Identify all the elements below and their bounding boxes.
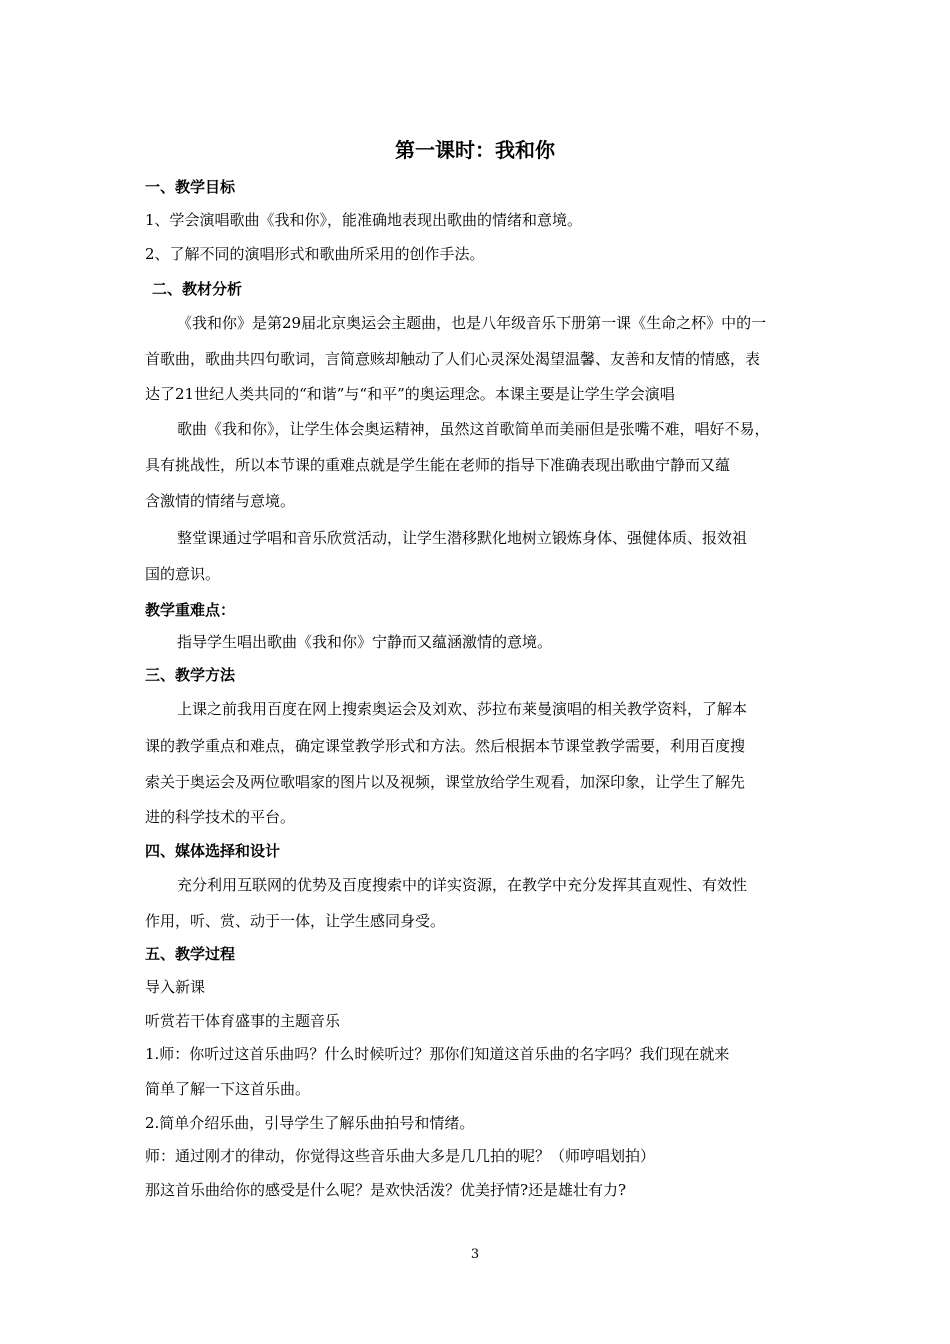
paragraph-line: 上课之前我用百度在网上搜索奥运会及刘欢、莎拉布莱曼演唱的相关教学资料，了解本 <box>177 700 748 718</box>
paragraph-line: 具有挑战性，所以本节课的重难点就是学生能在老师的指导下准确表现出歌曲宁静而又蕴 <box>145 456 731 474</box>
paragraph-line: 2.简单介绍乐曲，引导学生了解乐曲拍号和情绪。 <box>145 1114 475 1132</box>
page-number: 3 <box>470 1247 480 1262</box>
paragraph-line: 含激情的情绪与意境。 <box>145 492 296 510</box>
section-heading-methods: 三、教学方法 <box>145 666 236 684</box>
paragraph-line: 课的教学重点和难点，确定课堂教学形式和方法。然后根据本节课堂教学需要，利用百度搜 <box>145 737 746 755</box>
section-heading-key-points: 教学重难点： <box>145 601 236 619</box>
paragraph-line: 1.师：你听过这首乐曲吗？什么时候听过？那你们知道这首乐曲的名字吗？我们现在就来 <box>145 1045 730 1063</box>
paragraph-line: 指导学生唱出歌曲《我和你》宁静而又蕴涵激情的意境。 <box>177 633 553 651</box>
paragraph-line: 导入新课 <box>145 978 206 996</box>
section-heading-objectives: 一、教学目标 <box>145 178 236 196</box>
section-heading-media: 四、媒体选择和设计 <box>145 842 281 860</box>
paragraph-line: 索关于奥运会及两位歌唱家的图片以及视频，课堂放给学生观看，加深印象，让学生了解先 <box>145 773 746 791</box>
paragraph-line: 充分利用互联网的优势及百度搜索中的详实资源，在教学中充分发挥其直观性、有效性 <box>177 876 748 894</box>
paragraph-line: 听赏若干体育盛事的主题音乐 <box>145 1012 341 1030</box>
paragraph-line: 整堂课通过学唱和音乐欣赏活动，让学生潜移默化地树立锻炼身体、强健体质、报效祖 <box>177 529 748 547</box>
paragraph-line: 那这首乐曲给你的感受是什么呢？是欢快活泼？优美抒情?还是雄壮有力? <box>145 1181 627 1199</box>
objective-line-2: 2、了解不同的演唱形式和歌曲所采用的创作手法。 <box>145 245 485 263</box>
section-heading-material: 二、教材分析 <box>152 280 243 298</box>
paragraph-line: 简单了解一下这首乐曲。 <box>145 1080 311 1098</box>
paragraph-line: 首歌曲，歌曲共四句歌词，言简意赅却触动了人们心灵深处渴望温馨、友善和友情的情感，表 <box>145 350 761 368</box>
paragraph-line: 《我和你》是第29届北京奥运会主题曲，也是八年级音乐下册第一课《生命之杯》中的一 <box>177 314 767 332</box>
objective-line-1: 1、学会演唱歌曲《我和你》，能准确地表现出歌曲的情绪和意境。 <box>145 211 583 229</box>
paragraph-line: 师：通过刚才的律动，你觉得这些音乐曲大多是几几拍的呢？（师哼唱划拍） <box>145 1147 656 1165</box>
paragraph-line: 作用，听、赏、动于一体，让学生感同身受。 <box>145 912 446 930</box>
paragraph-line: 进的科学技术的平台。 <box>145 808 296 826</box>
section-heading-process: 五、教学过程 <box>145 945 236 963</box>
paragraph-line: 国的意识。 <box>145 565 221 583</box>
paragraph-line: 歌曲《我和你》，让学生体会奥运精神，虽然这首歌简单而美丽但是张嘴不难，唱好不易， <box>177 420 770 438</box>
paragraph-line: 达了21世纪人类共同的“和谐”与“和平”的奥运理念。本课主要是让学生学会演唱 <box>145 385 675 403</box>
page-title: 第一课时：我和你 <box>395 138 555 162</box>
